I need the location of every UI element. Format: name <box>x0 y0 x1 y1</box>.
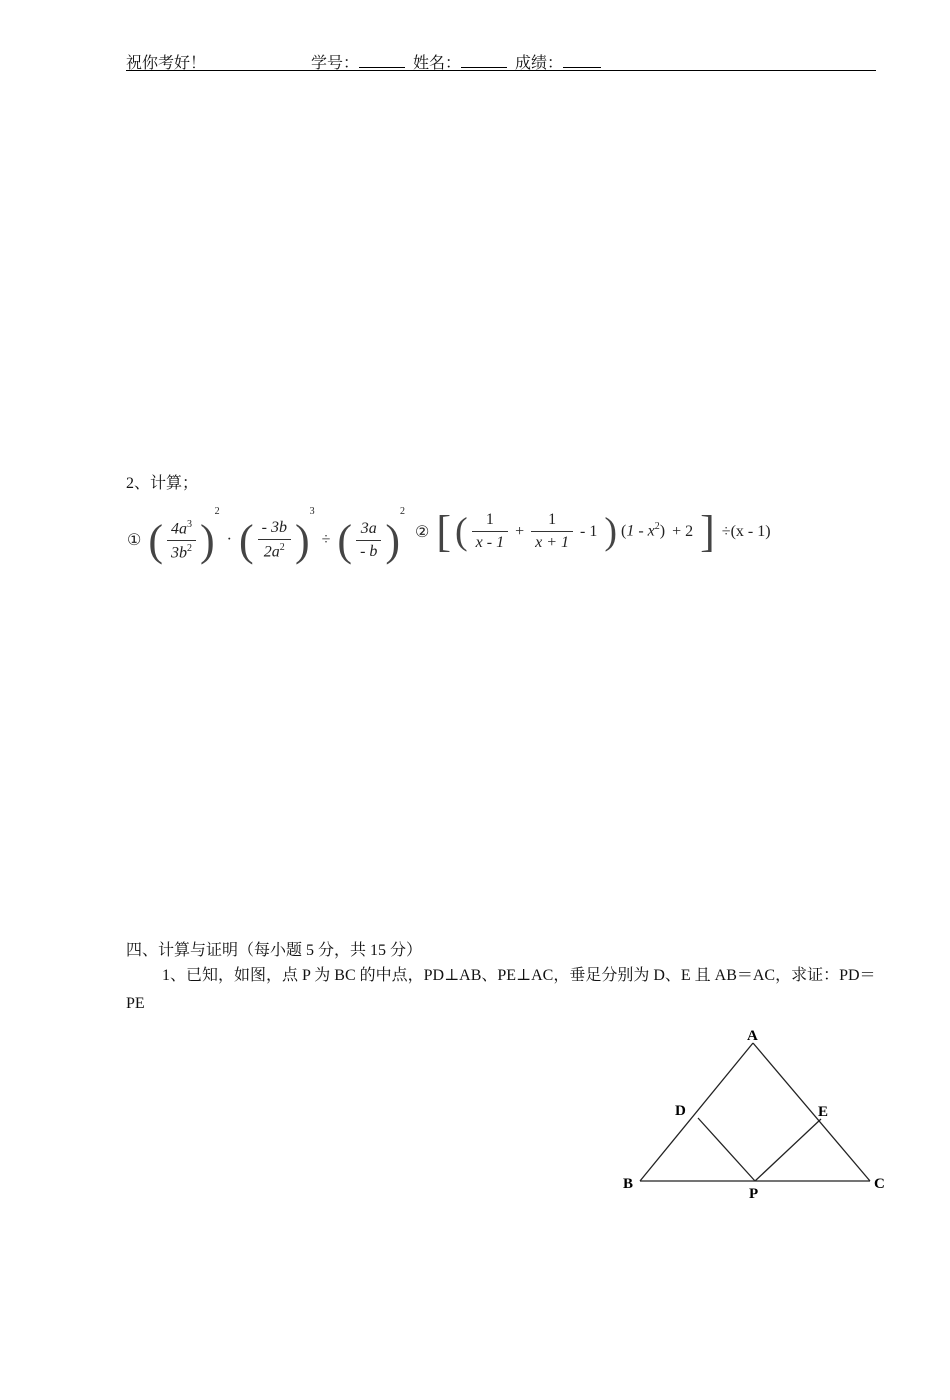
fraction-a: $\frac{1}{x - 1}$ <box>472 511 508 552</box>
score-label: 成绩： <box>515 55 564 72</box>
fraction-3: $\frac{3a}{- b}$ <box>356 520 381 561</box>
label-d: D <box>675 1103 686 1119</box>
label-b: B <box>623 1176 634 1192</box>
label-e: E <box>818 1104 829 1120</box>
segment-pe <box>755 1119 821 1181</box>
segment-ac <box>753 1043 870 1181</box>
student-id-label: 学号： <box>311 55 360 72</box>
formula-1: ① ( $\frac{4a^3}{3b^2}$ )$^2$ · ( $\frac{- 3b}{2a^2}$ )$^3$ ÷ ( $\frac{3a}{- b}$ )$^2$ <box>124 506 405 566</box>
fraction-2: $\frac{- 3b}{2a^2}$ <box>258 519 291 561</box>
name-label: 姓名： <box>413 55 462 72</box>
formula-2-marker: ② <box>415 523 430 541</box>
label-c: C <box>874 1176 885 1192</box>
label-p: P <box>749 1186 759 1202</box>
section2-title: 2、计算； <box>126 475 199 492</box>
header-fields <box>311 50 601 73</box>
label-a: A <box>747 1028 758 1044</box>
header-greeting: 祝你考好！ <box>126 55 207 72</box>
triangle-figure <box>615 1018 900 1208</box>
fraction-1: $\frac{4a^3}{3b^2}$ <box>167 519 196 563</box>
page-header <box>126 48 876 71</box>
problem-1-text: 1、已知，如图，点 P 为 BC 的中点，PD⊥AB、PE⊥AC，垂足分别为 D、E 且 AB＝AC，求证：PD＝PE <box>126 967 876 1012</box>
fraction-b: $\frac{1}{x + 1}$ <box>531 511 573 552</box>
formula-2: ② [ ( $\frac{1}{x - 1}$ + $\frac{1}{x + 1}$ - 1 ) $(1 - x^2) + 2$ ] ÷(x - 1) <box>412 506 774 557</box>
score-blank[interactable] <box>563 53 601 68</box>
section4-title: 四、计算与证明（每小题 5 分，共 15 分） <box>126 942 423 959</box>
formula-1-marker: ① <box>127 532 142 550</box>
name-blank[interactable] <box>461 53 507 68</box>
student-id-blank[interactable] <box>359 53 405 68</box>
segment-pd <box>698 1118 755 1181</box>
